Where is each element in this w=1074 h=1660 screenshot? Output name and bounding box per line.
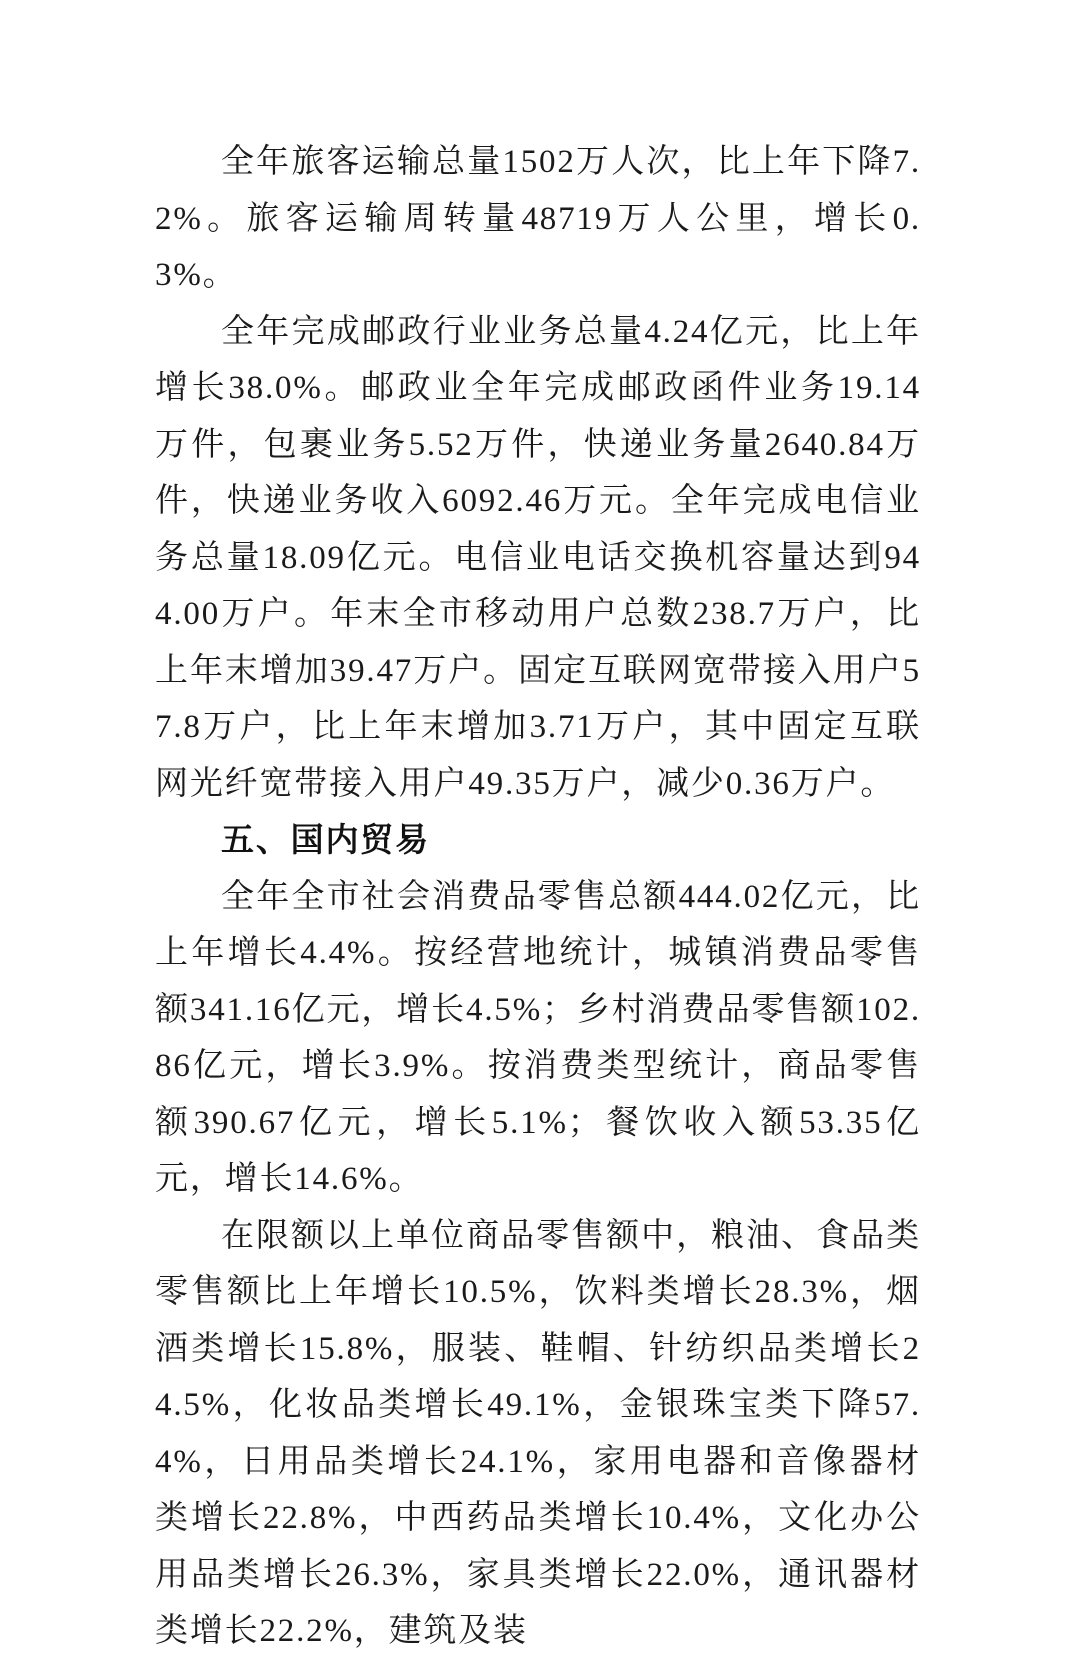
paragraph-post-and-telecom: 全年完成邮政行业业务总量4.24亿元，比上年增长38.0%。邮政业全年完成邮政函件业务19.14万件，包裹业务5.52万件，快递业务量2640.84万件，快递业务收入6092.46万元。全年完成电信业务总量18.09亿元。电信业电话交换机容量达到944.00万户。年末全市移动用户总数238.7万户，比上年末增加39.47万户。固定互联网宽带接入用户57.8万户，比上年末增加3.71万户，其中固定互联网光纤宽带接入用户49.35万户，减少0.36万户。 — [155, 313, 921, 802]
document-text-block — [155, 134, 921, 1660]
paragraph-passenger-transport: 全年旅客运输总量1502万人次，比上年下降7.2%。旅客运输周转量48719万人公里，增长0.3%。 — [155, 144, 921, 293]
paragraph-retail-sales-categories: 在限额以上单位商品零售额中，粮油、食品类零售额比上年增长10.5%，饮料类增长28.3%，烟酒类增长15.8%，服装、鞋帽、针纺织品类增长24.5%，化妆品类增长49.1%，金银珠宝类下降57.4%，日用品类增长24.1%，家用电器和音像器材类增长22.8%，中西药品类增长10.4%，文化办公用品类增长26.3%，家具类增长22.0%，通讯器材类增长22.2%，建筑及装 — [155, 1217, 921, 1649]
paragraph-retail-sales-total: 全年全市社会消费品零售总额444.02亿元，比上年增长4.4%。按经营地统计，城镇消费品零售额341.16亿元，增长4.5%；乡村消费品零售额102.86亿元，增长3.9%。按消费类型统计，商品零售额390.67亿元，增长5.1%；餐饮收入额53.35亿元，增长14.6%。 — [155, 878, 921, 1197]
section-heading-domestic-trade: 五、国内贸易 — [221, 821, 430, 858]
